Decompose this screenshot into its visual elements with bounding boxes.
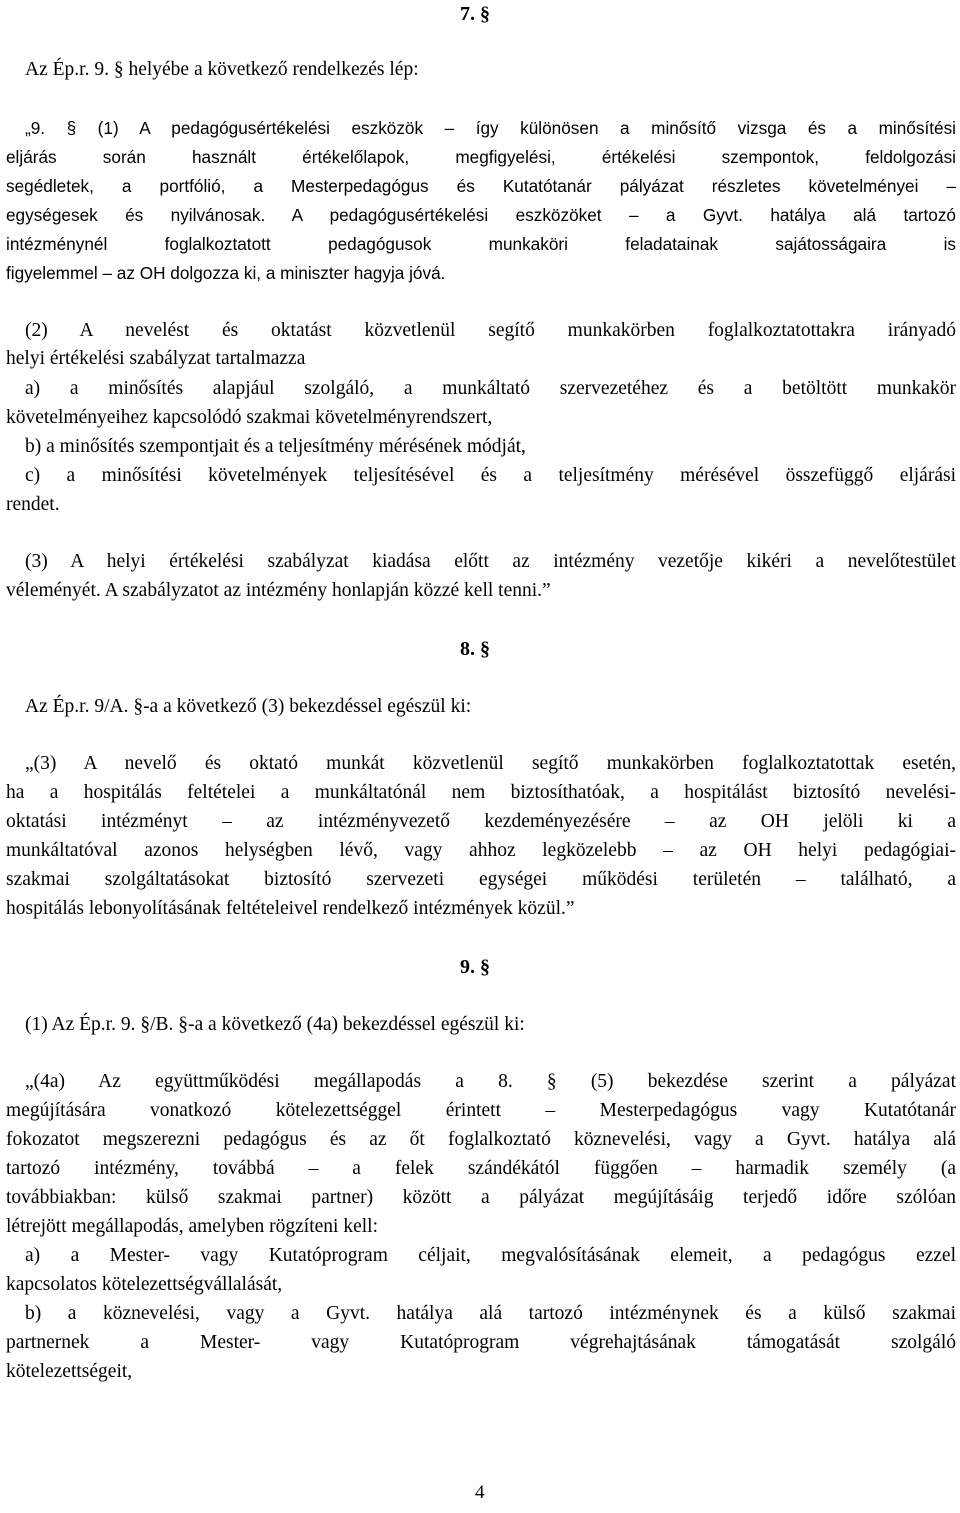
section-9-line: b) a köznevelési, vagy a Gyvt. hatálya alá tartozó intézménynek és a külső szakmai — [25, 1303, 956, 1324]
section-9-heading: 9. § — [460, 956, 490, 978]
section-9-line: partnernek a Mester- vagy Kutatóprogram végrehajtásának támogatását szolgáló — [6, 1332, 956, 1353]
section-8-line: ha a hospitálás feltételei a munkáltatónál nem biztosíthatóak, a hospitálást biztosító nevelési- — [6, 782, 956, 803]
section-9-line: fokozatot megszerezni pedagógus és az őt foglalkoztató köznevelési, vagy a Gyvt. hatálya alá — [6, 1129, 956, 1150]
para-9-3-line: véleményét. A szabályzatot az intézmény honlapján közzé kell tenni.” — [6, 580, 551, 601]
section-9-line: kapcsolatos kötelezettségvállalását, — [6, 1274, 283, 1295]
section-9-line: a) a Mester- vagy Kutatóprogram céljait, megvalósításának elemeit, a pedagógus ezzel — [25, 1245, 956, 1266]
section-8-line: „(3) A nevelő és oktató munkát közvetlenül segítő munkakörben foglalkoztatottak esetén, — [25, 753, 956, 774]
section-8-intro: Az Ép.r. 9/A. §-a a következő (3) bekezdéssel egészül ki: — [25, 696, 472, 717]
para-9-2-line: c) a minősítési követelmények teljesítésével és a teljesítmény mérésével összefüggő eljárási — [25, 465, 956, 486]
section-9-line: megújítására vonatkozó kötelezettséggel érintett – Mesterpedagógus vagy Kutatótanár — [6, 1100, 956, 1121]
para-9-2-line: b) a minősítés szempontjait és a teljesítmény mérésének módját, — [25, 436, 526, 457]
section-7-heading: 7. § — [460, 3, 490, 25]
para-9-2-line: a) a minősítés alapjául szolgáló, a munkáltató szervezetéhez és a betöltött munkakör — [25, 378, 956, 399]
para-9-1-line: egységesek és nyilvánosak. A pedagógusértékelési eszközöket – a Gyvt. hatálya alá tartozó — [6, 205, 956, 225]
para-9-2-line: (2) A nevelést és oktatást közvetlenül segítő munkakörben foglalkoztatottakra irányadó — [25, 320, 956, 341]
section-8-line: oktatási intézményt – az intézményvezető kezdeményezésére – az OH jelöli ki a — [6, 811, 956, 832]
para-9-1-line: „9. § (1) A pedagógusértékelési eszközök – így különösen a minősítő vizsga és a minősítési — [25, 118, 956, 138]
section-9-line: létrejött megállapodás, amelyben rögzíteni kell: — [6, 1216, 378, 1237]
section-7-intro: Az Ép.r. 9. § helyébe a következő rendelkezés lép: — [25, 59, 419, 80]
section-8-line: szakmai szolgáltatásokat biztosító szervezeti egységei működési területén – található, a — [6, 869, 956, 890]
section-8-line: munkáltatóval azonos helységben lévő, vagy ahhoz legközelebb – az OH helyi pedagógiai- — [6, 840, 956, 861]
para-9-2-line: helyi értékelési szabályzat tartalmazza — [6, 348, 306, 369]
section-9-line: „(4a) Az együttműködési megállapodás a 8. § (5) bekezdése szerint a pályázat — [25, 1071, 956, 1092]
section-9-line: továbbiakban: külső szakmai partner) között a pályázat megújításáig terjedő időre szólóan — [6, 1187, 956, 1208]
para-9-1-line: eljárás során használt értékelőlapok, megfigyelési, értékelési szempontok, feldolgozási — [6, 147, 956, 167]
para-9-1-line: intézménynél foglalkoztatott pedagógusok munkaköri feladatainak sajátosságaira is — [6, 234, 956, 254]
para-9-1-line: figyelemmel – az OH dolgozza ki, a miniszter hagyja jóvá. — [6, 263, 446, 283]
section-9-intro: (1) Az Ép.r. 9. §/B. §-a a következő (4a) bekezdéssel egészül ki: — [25, 1014, 525, 1035]
para-9-2-line: követelményeihez kapcsolódó szakmai követelményrendszert, — [6, 407, 493, 428]
para-9-1-line: segédletek, a portfólió, a Mesterpedagógus és Kutatótanár pályázat részletes követelményei – — [6, 176, 956, 196]
para-9-2-line: rendet. — [6, 494, 60, 515]
page-number: 4 — [475, 1482, 485, 1503]
section-9-line: tartozó intézmény, továbbá – a felek szándékától függően – harmadik személy (a — [6, 1158, 956, 1179]
para-9-3-line: (3) A helyi értékelési szabályzat kiadása előtt az intézmény vezetője kikéri a nevelőtestület — [25, 551, 956, 572]
section-8-line: hospitálás lebonyolításának feltételeivel rendelkező intézmények közül.” — [6, 898, 575, 919]
section-9-line: kötelezettségeit, — [6, 1361, 133, 1382]
section-8-heading: 8. § — [460, 638, 490, 660]
